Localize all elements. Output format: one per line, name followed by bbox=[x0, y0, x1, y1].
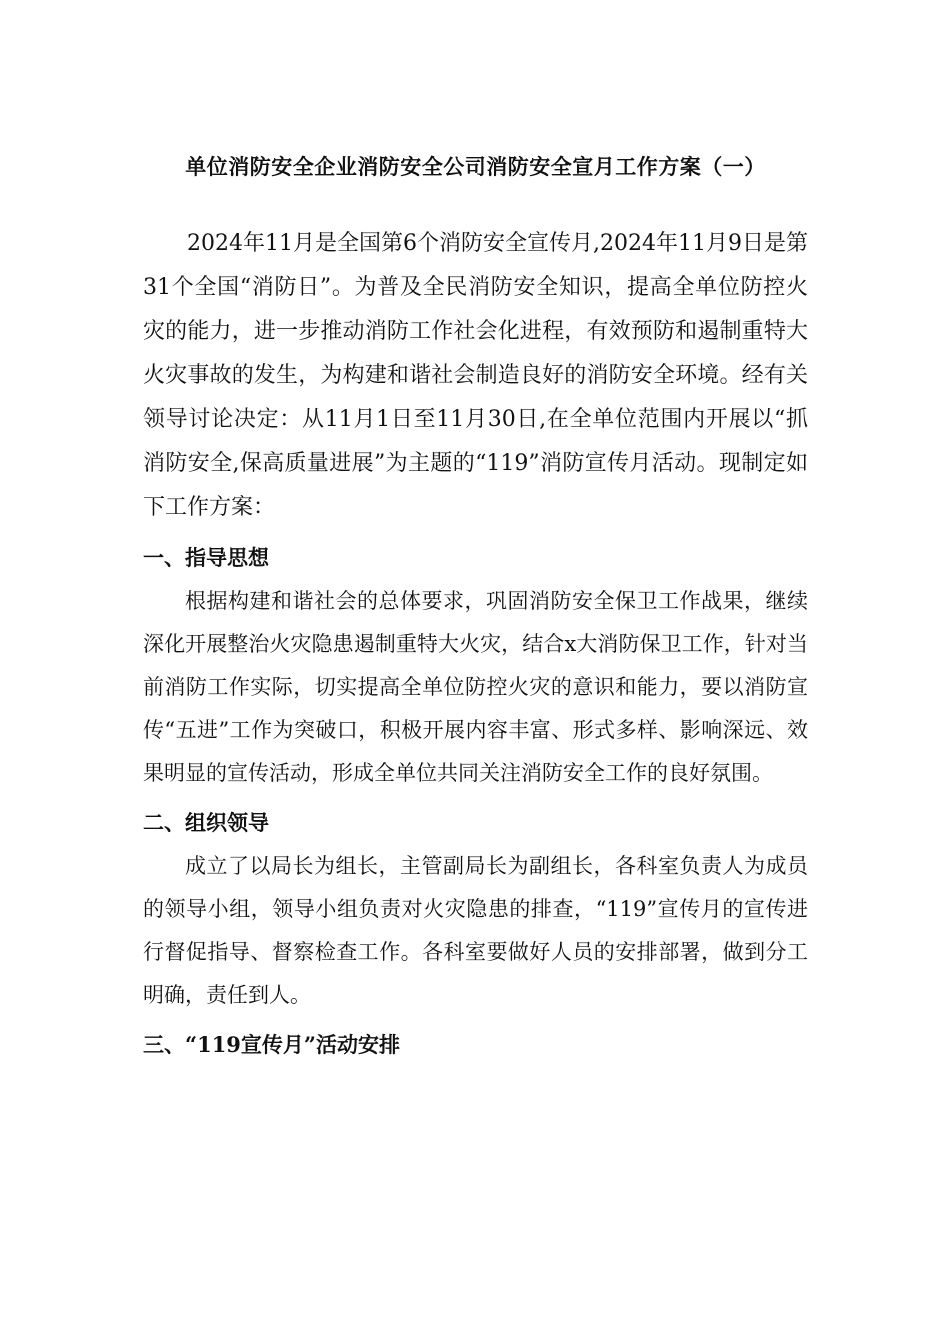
section-heading-activity-arrangement: 三、“119宣传月”活动安排 bbox=[143, 1032, 400, 1057]
document-content bbox=[143, 150, 808, 1067]
section-heading-guiding-ideology: 一、指导思想 bbox=[143, 545, 269, 570]
section-heading-organization-leadership: 二、组织领导 bbox=[143, 810, 269, 835]
intro-paragraph: 2024年11月是全国第6个消防安全宣传月,2024年11月9日是第31个全国“消防日”。为普及全民消防安全知识，提高全单位防控火灾的能力，进一步推动消防工作社会化进程，有效预防和遏制重特大火灾事故的发生，为构建和谐社会制造良好的消防安全环境。经有关领导讨论决定：从11月1日至11月30日,在全单位范围内开展以“抓消防安全,保高质量进展”为主题的“119”消防宣传月活动。现制定如下工作方案： bbox=[143, 231, 808, 520]
document-title: 单位消防安全企业消防安全公司消防安全宣月工作方案（一） bbox=[185, 154, 766, 179]
section-body-guiding-ideology: 根据构建和谐社会的总体要求，巩固消防安全保卫工作战果，继续深化开展整治火灾隐患遏制重特大火灾，结合x大消防保卫工作，针对当前消防工作实际，切实提高全单位防控火灾的意识和能力，要以消防宣传“五进”工作为突破口，积极开展内容丰富、形式多样、影响深远、效果明显的宣传活动，形成全单位共同关注消防安全工作的良好氛围。 bbox=[143, 589, 808, 785]
section-body-organization-leadership: 成立了以局长为组长，主管副局长为副组长，各科室负责人为成员的领导小组，领导小组负责对火灾隐患的排查，“119”宣传月的宣传进行督促指导、督察检查工作。各科室要做好人员的安排部署，做到分工明确，责任到人。 bbox=[143, 854, 808, 1007]
